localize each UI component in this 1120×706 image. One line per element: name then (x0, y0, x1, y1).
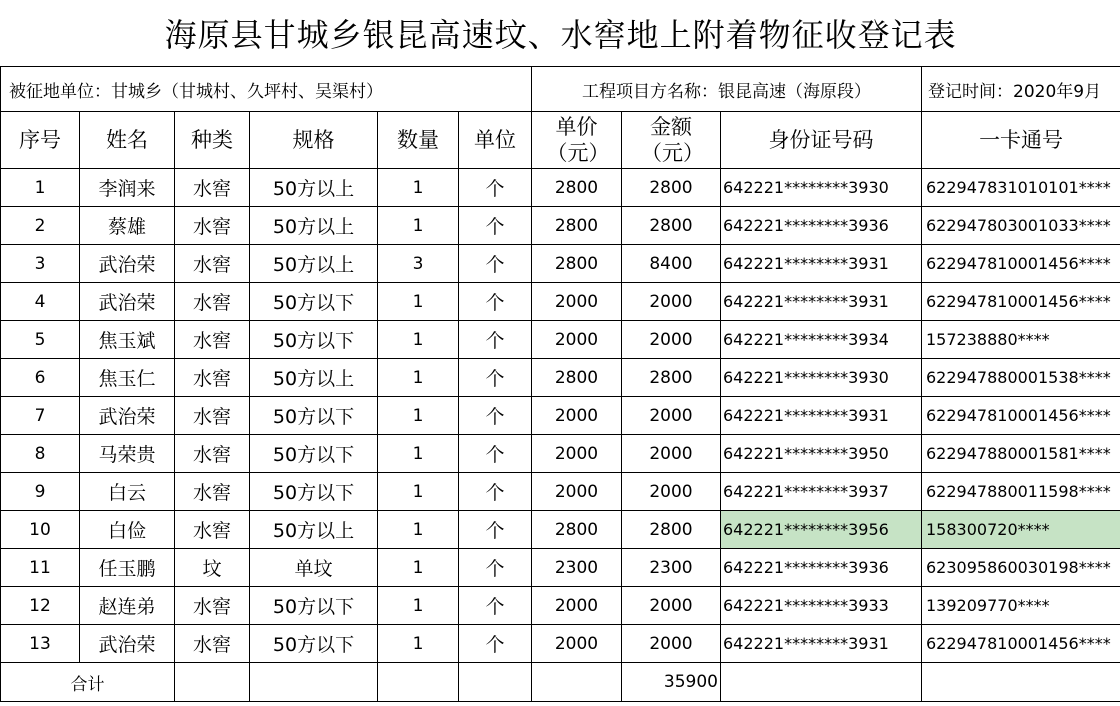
cell-qty: 1 (378, 473, 459, 511)
cell-card: 622947880011598**** (922, 473, 1120, 511)
cell-type: 水窖 (175, 169, 250, 207)
cell-type: 水窖 (175, 321, 250, 359)
cell-spec: 50方以上 (250, 169, 378, 207)
cell-qty: 1 (378, 321, 459, 359)
cell-amount: 2000 (622, 435, 721, 473)
cell-spec: 单坟 (250, 549, 378, 587)
cell-id: 642221********3937 (721, 473, 922, 511)
cell-seq: 1 (1, 169, 80, 207)
cell-price: 2300 (532, 549, 622, 587)
header-spec: 规格 (250, 112, 378, 169)
cell-name: 焦玉斌 (80, 321, 175, 359)
cell-seq: 2 (1, 207, 80, 245)
project-name-info: 工程项目方名称：银昆高速（海原段） (532, 67, 922, 112)
cell-spec: 50方以上 (250, 207, 378, 245)
cell-name: 武治荣 (80, 625, 175, 663)
cell-type: 坟 (175, 549, 250, 587)
cell-unit: 个 (459, 245, 532, 283)
cell-name: 李润来 (80, 169, 175, 207)
cell-id: 642221********3931 (721, 625, 922, 663)
cell-unit: 个 (459, 549, 532, 587)
cell-card: 622947810001456**** (922, 283, 1120, 321)
header-card: 一卡通号 (922, 112, 1120, 169)
cell-card: 622947810001456**** (922, 245, 1120, 283)
cell-qty: 1 (378, 207, 459, 245)
cell-price: 2800 (532, 207, 622, 245)
cell-card: 622947810001456**** (922, 397, 1120, 435)
cell-unit: 个 (459, 397, 532, 435)
cell-card: 139209770**** (922, 587, 1120, 625)
cell-seq: 7 (1, 397, 80, 435)
header-type: 种类 (175, 112, 250, 169)
cell-price: 2800 (532, 511, 622, 549)
cell-id: 642221********3936 (721, 207, 922, 245)
cell-card: 622947880001581**** (922, 435, 1120, 473)
table-row (1, 625, 1120, 663)
cell-spec: 50方以下 (250, 473, 378, 511)
cell-name: 马荣贵 (80, 435, 175, 473)
table-row (1, 245, 1120, 283)
cell-type: 水窖 (175, 435, 250, 473)
cell-card: 158300720**** (922, 511, 1120, 549)
cell-spec: 50方以下 (250, 321, 378, 359)
cell-type: 水窖 (175, 397, 250, 435)
cell-type: 水窖 (175, 207, 250, 245)
cell-unit: 个 (459, 169, 532, 207)
registration-date-info: 登记时间：2020年9月 (922, 67, 1120, 112)
cell-unit: 个 (459, 511, 532, 549)
cell-amount: 2000 (622, 283, 721, 321)
cell-qty: 1 (378, 511, 459, 549)
total-empty-cell (721, 663, 922, 702)
cell-seq: 6 (1, 359, 80, 397)
cell-unit: 个 (459, 359, 532, 397)
table-row (1, 359, 1120, 397)
cell-seq: 9 (1, 473, 80, 511)
cell-amount: 2800 (622, 511, 721, 549)
total-empty-cell (250, 663, 378, 702)
cell-card: 622947831010101**** (922, 169, 1120, 207)
cell-spec: 50方以下 (250, 435, 378, 473)
cell-id: 642221********3930 (721, 169, 922, 207)
table-row (1, 473, 1120, 511)
cell-name: 焦玉仁 (80, 359, 175, 397)
cell-seq: 3 (1, 245, 80, 283)
table-row (1, 549, 1120, 587)
cell-card: 157238880**** (922, 321, 1120, 359)
cell-id: 642221********3931 (721, 245, 922, 283)
total-empty-cell (922, 663, 1120, 702)
cell-seq: 12 (1, 587, 80, 625)
cell-unit: 个 (459, 587, 532, 625)
cell-card: 622947810001456**** (922, 625, 1120, 663)
cell-amount: 2800 (622, 207, 721, 245)
table-row (1, 169, 1120, 207)
cell-spec: 50方以上 (250, 359, 378, 397)
cell-name: 白俭 (80, 511, 175, 549)
cell-seq: 13 (1, 625, 80, 663)
total-empty-cell (175, 663, 250, 702)
cell-qty: 1 (378, 397, 459, 435)
cell-qty: 1 (378, 549, 459, 587)
cell-type: 水窖 (175, 473, 250, 511)
cell-amount: 2000 (622, 321, 721, 359)
cell-id: 642221********3934 (721, 321, 922, 359)
cell-price: 2000 (532, 587, 622, 625)
table-header-row (1, 112, 1120, 169)
cell-price: 2800 (532, 245, 622, 283)
cell-id: 642221********3956 (721, 511, 922, 549)
cell-seq: 5 (1, 321, 80, 359)
table-row (1, 283, 1120, 321)
cell-amount: 2000 (622, 397, 721, 435)
cell-seq: 10 (1, 511, 80, 549)
cell-name: 任玉鹏 (80, 549, 175, 587)
header-seq: 序号 (1, 112, 80, 169)
cell-spec: 50方以下 (250, 587, 378, 625)
table-row (1, 435, 1120, 473)
page-title: 海原县甘城乡银昆高速坟、水窖地上附着物征收登记表 (164, 16, 957, 54)
cell-spec: 50方以下 (250, 397, 378, 435)
cell-seq: 4 (1, 283, 80, 321)
total-empty-cell (378, 663, 459, 702)
cell-name: 白云 (80, 473, 175, 511)
table-row (1, 511, 1120, 549)
cell-unit: 个 (459, 435, 532, 473)
header-price (532, 112, 622, 169)
cell-type: 水窖 (175, 587, 250, 625)
header-amount-text: 金额（元） (641, 115, 704, 165)
cell-spec: 50方以上 (250, 511, 378, 549)
cell-amount: 2300 (622, 549, 721, 587)
table-row (1, 397, 1120, 435)
cell-qty: 3 (378, 245, 459, 283)
cell-name: 蔡雄 (80, 207, 175, 245)
cell-qty: 1 (378, 283, 459, 321)
table-row (1, 587, 1120, 625)
cell-id: 642221********3933 (721, 587, 922, 625)
cell-amount: 2000 (622, 587, 721, 625)
cell-price: 2000 (532, 321, 622, 359)
cell-unit: 个 (459, 283, 532, 321)
cell-name: 武治荣 (80, 283, 175, 321)
header-name: 姓名 (80, 112, 175, 169)
cell-type: 水窖 (175, 511, 250, 549)
cell-qty: 1 (378, 587, 459, 625)
total-empty-cell (459, 663, 532, 702)
table-row (1, 321, 1120, 359)
cell-seq: 11 (1, 549, 80, 587)
cell-spec: 50方以下 (250, 625, 378, 663)
cell-spec: 50方以下 (250, 283, 378, 321)
cell-unit: 个 (459, 625, 532, 663)
cell-amount: 8400 (622, 245, 721, 283)
header-qty: 数量 (378, 112, 459, 169)
cell-qty: 1 (378, 169, 459, 207)
cell-unit: 个 (459, 473, 532, 511)
cell-qty: 1 (378, 435, 459, 473)
total-empty-cell (532, 663, 622, 702)
header-unit: 单位 (459, 112, 532, 169)
header-id: 身份证号码 (721, 112, 922, 169)
cell-id: 642221********3936 (721, 549, 922, 587)
cell-name: 武治荣 (80, 397, 175, 435)
header-price-text: 单价（元） (546, 115, 610, 165)
total-row (1, 663, 1120, 702)
cell-amount: 2800 (622, 169, 721, 207)
cell-price: 2000 (532, 435, 622, 473)
expropriated-unit-info: 被征地单位：甘城乡（甘城村、久坪村、吴渠村） (1, 67, 532, 112)
cell-name: 武治荣 (80, 245, 175, 283)
cell-card: 622947880001538**** (922, 359, 1120, 397)
cell-card: 622947803001033**** (922, 207, 1120, 245)
cell-amount: 2800 (622, 359, 721, 397)
cell-seq: 8 (1, 435, 80, 473)
cell-unit: 个 (459, 321, 532, 359)
cell-id: 642221********3950 (721, 435, 922, 473)
cell-id: 642221********3931 (721, 283, 922, 321)
total-label: 合计 (1, 663, 175, 702)
cell-type: 水窖 (175, 625, 250, 663)
cell-id: 642221********3931 (721, 397, 922, 435)
cell-id: 642221********3930 (721, 359, 922, 397)
total-amount: 35900 (622, 663, 721, 702)
cell-type: 水窖 (175, 359, 250, 397)
cell-qty: 1 (378, 625, 459, 663)
cell-price: 2000 (532, 625, 622, 663)
cell-spec: 50方以上 (250, 245, 378, 283)
header-amount (622, 112, 721, 169)
cell-amount: 2000 (622, 473, 721, 511)
cell-qty: 1 (378, 359, 459, 397)
cell-type: 水窖 (175, 283, 250, 321)
cell-price: 2800 (532, 169, 622, 207)
table-row (1, 207, 1120, 245)
cell-price: 2000 (532, 473, 622, 511)
cell-amount: 2000 (622, 625, 721, 663)
cell-price: 2800 (532, 359, 622, 397)
cell-price: 2000 (532, 397, 622, 435)
cell-type: 水窖 (175, 245, 250, 283)
cell-price: 2000 (532, 283, 622, 321)
cell-card: 623095860030198**** (922, 549, 1120, 587)
cell-name: 赵连弟 (80, 587, 175, 625)
cell-unit: 个 (459, 207, 532, 245)
